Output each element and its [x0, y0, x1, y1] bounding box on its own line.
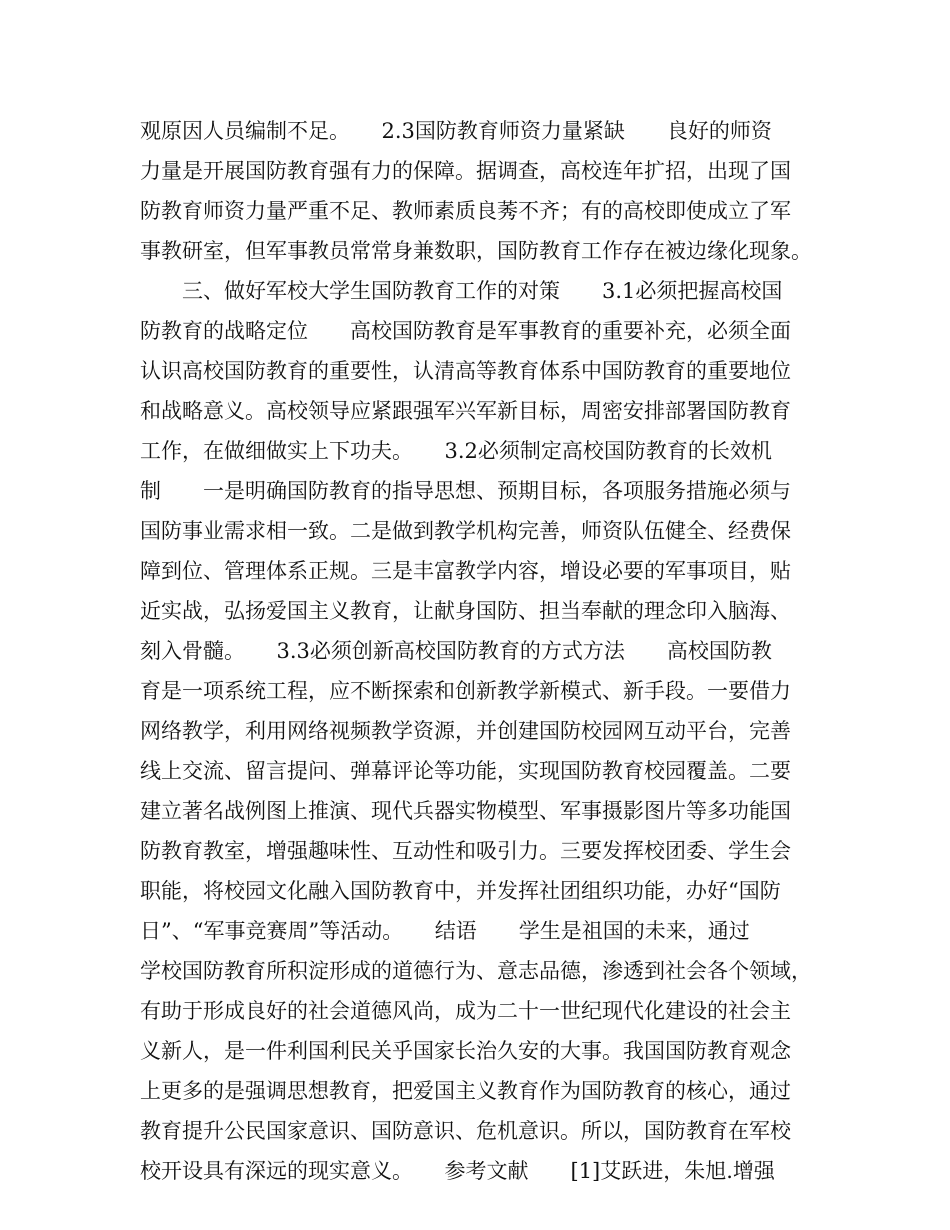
text-line: 工作，在做细做实上下功夫。 3.2必须制定高校国防教育的长效机 [140, 439, 772, 463]
text-line: 建立著名战例图上推演、现代兵器实物模型、军事摄影图片等多功能国 [140, 799, 791, 823]
text-line: 障到位、管理体系正规。三是丰富教学内容，增设必要的军事项目，贴 [140, 559, 791, 583]
text-line: 防教育的战略定位 高校国防教育是军事教育的重要补充，必须全面 [140, 319, 791, 343]
text-line: 和战略意义。高校领导应紧跟强军兴军新目标，周密安排部署国防教育 [140, 399, 791, 423]
text-line: 制 一是明确国防教育的指导思想、预期目标，各项服务措施必须与 [140, 479, 791, 503]
text-line: 刻入骨髓。 3.3必须创新高校国防教育的方式方法 高校国防教 [140, 639, 772, 663]
text-line: 认识高校国防教育的重要性，认清高等教育体系中国防教育的重要地位 [140, 359, 791, 383]
text-line: 力量是开展国防教育强有力的保障。据调查，高校连年扩招，出现了国 [140, 159, 791, 183]
text-line: 事教研室，但军事教员常常身兼数职，国防教育工作存在被边缘化现象。 [140, 239, 812, 263]
text-line: 育是一项系统工程，应不断探索和创新教学新模式、新手段。一要借力 [140, 679, 791, 703]
text-line: 义新人，是一件利国利民关乎国家长治久安的大事。我国国防教育观念 [140, 1039, 791, 1063]
text-line: 防教育师资力量严重不足、教师素质良莠不齐；有的高校即使成立了军 [140, 199, 791, 223]
text-line: 学校国防教育所积淀形成的道德行为、意志品德，渗透到社会各个领域， [140, 959, 812, 983]
text-line: 网络教学，利用网络视频教学资源，并创建国防校园网互动平台，完善 [140, 719, 791, 743]
text-line: 近实战，弘扬爱国主义教育，让献身国防、担当奉献的理念印入脑海、 [140, 599, 791, 623]
text-line: 防教育教室，增强趣味性、互动性和吸引力。三要发挥校团委、学生会 [140, 839, 791, 863]
text-line: 国防事业需求相一致。二是做到教学机构完善，师资队伍健全、经费保 [140, 519, 791, 543]
text-line: 观原因人员编制不足。 2.3国防教育师资力量紧缺 良好的师资 [140, 119, 772, 143]
text-line: 职能，将校园文化融入国防教育中，并发挥社团组织功能，办好“国防 [140, 879, 781, 903]
text-line: 线上交流、留言提问、弹幕评论等功能，实现国防教育校园覆盖。二要 [140, 759, 791, 783]
body-text [140, 111, 840, 1191]
text-line: 有助于形成良好的社会道德风尚，成为二十一世纪现代化建设的社会主 [140, 999, 791, 1023]
text-line: 日”、“军事竞赛周”等活动。 结语 学生是祖国的未来，通过 [140, 919, 750, 943]
text-line: 教育提升公民国家意识、国防意识、危机意识。所以，国防教育在军校 [140, 1119, 791, 1143]
text-line: 三、做好军校大学生国防教育工作的对策 3.1必须把握高校国 [140, 279, 783, 303]
text-line: 上更多的是强调思想教育，把爱国主义教育作为国防教育的核心，通过 [140, 1079, 791, 1103]
text-line: 校开设具有深远的现实意义。 参考文献 [1]艾跃进，朱旭.增强 [140, 1159, 775, 1183]
